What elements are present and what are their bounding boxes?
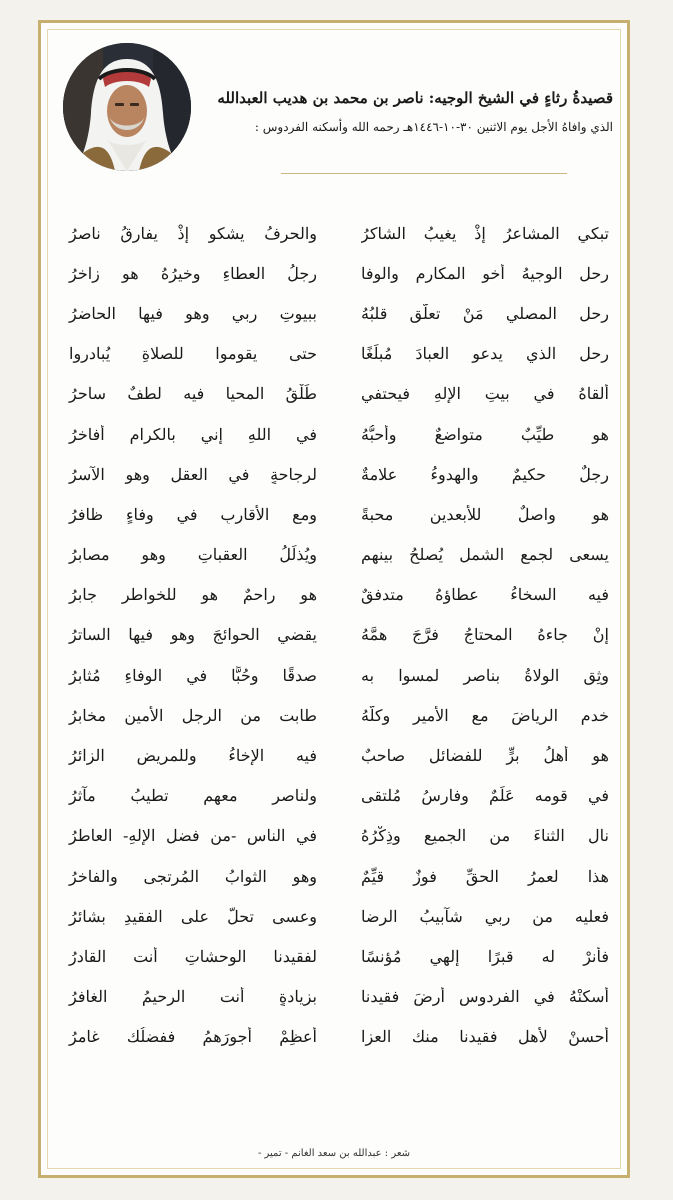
verse-second-hemistich: والحرفُ يشكو إذْ يفارقُ ناصرُ (69, 223, 317, 243)
verse-first-hemistich: في قومه عَلَمٌ وفارسُ مُلتقى (361, 786, 609, 806)
verse-second-hemistich: ويُذلِّلُ العقباتِ وهو مصابرُ (69, 545, 317, 565)
verse-first-hemistich: فعليه من ربي شآبيبُ الرضا (361, 906, 609, 926)
verse-second-hemistich: طابت من الرجلِ الأمينِ مخابرُ (69, 705, 317, 725)
verse (65, 374, 613, 414)
poem-subtitle: الذي وافاهُ الأجل يوم الاثنين ٣٠-١٠-١٤٤٦هـ رحمه الله وأسكنه الفردوس : (254, 119, 613, 134)
verse (65, 1017, 613, 1057)
verse (65, 414, 613, 454)
verse-second-hemistich: ببيوتِ ربي وهو فيها الحاضرُ (69, 303, 317, 323)
verse-second-hemistich: فيه الإخاءُ وللمريضِ الزائرُ (69, 746, 317, 766)
poem-card (38, 20, 630, 1178)
verse (65, 776, 613, 816)
verse (65, 494, 613, 534)
verse (65, 213, 613, 253)
verse (65, 896, 613, 936)
portrait-photo (63, 43, 191, 171)
verse-first-hemistich: يسعى لجمعِ الشملِ يُصلحُ بينهم (361, 545, 609, 565)
verse (65, 253, 613, 293)
verse (65, 695, 613, 735)
verse-first-hemistich: رحل الوجيهُ أخو المكارمِ والوفا (361, 263, 609, 283)
verse-first-hemistich: نال الثناءَ من الجميعِ وذِكْرُهُ (361, 826, 609, 846)
verse-first-hemistich: رجلٌ حكيمٌ والهدوءُ علامةٌ (361, 464, 609, 484)
verse (65, 535, 613, 575)
verse-first-hemistich: هو أهلُ برٍّ للفضائلِ صاحبٌ (361, 746, 609, 766)
verse-second-hemistich: هو راحمٌ هو للخواطرِ جابرُ (69, 585, 317, 605)
poem-title: قصيدةُ رثاءٍ في الشيخ الوجيه: ناصر بن محمد بن هديب العبدالله (217, 89, 613, 107)
verse-first-hemistich: أحسنْ لأهلِ فقيدنا منك العزا (361, 1027, 609, 1047)
verse-first-hemistich: هو واصلٌ للأبعدين محبةً (361, 504, 609, 524)
verse-second-hemistich: في الناسِ -من فضلِ الإلهِ- العاطرُ (69, 826, 317, 846)
verse-second-hemistich: لرجاحةٍ في العقلِ وهو الآسرُ (69, 464, 317, 484)
verse-second-hemistich: وعسى تحلُّ على الفقيدِ بشائرُ (69, 906, 317, 926)
verse-second-hemistich: طَلْقُ المحيا فيه لطفٌ ساحرُ (69, 384, 317, 404)
verse-second-hemistich: ولناصرٍ معهم تطيبُ مآثرُ (69, 786, 317, 806)
header-divider (281, 173, 567, 174)
verse-second-hemistich: في اللهِ إني بالكرامِ أُفاخرُ (69, 424, 317, 444)
verse-second-hemistich: يقضي الحوائجَ وهو فيها الساترُ (69, 625, 317, 645)
verse-second-hemistich: ومع الأقاربِ في وفاءٍ ظافرُ (69, 504, 317, 524)
verse (65, 856, 613, 896)
verse-first-hemistich: هذا لعمرُ الحقِّ فوزٌ قيِّمٌ (361, 866, 609, 886)
verse-second-hemistich: حتى يقوموا للصلاةِ يُبادروا (69, 344, 317, 364)
verse (65, 454, 613, 494)
verse (65, 293, 613, 333)
verse (65, 977, 613, 1017)
verse-second-hemistich: وهو الثوابُ المُرتجى والفاخرُ (69, 866, 317, 886)
verse (65, 816, 613, 856)
poet-credit: شعر : عبدالله بن سعد الغانم - تمير - (257, 1148, 411, 1159)
verse-first-hemistich: فأنرْ له قبرًا إلهي مُؤنسًا (361, 946, 609, 966)
poem-body (65, 213, 613, 1057)
verse-first-hemistich: وثِق الولاةُ بناصرٍ لمسوا به (361, 665, 609, 685)
verse-first-hemistich: ألقاهُ في بيتِ الإلهِ فيحتفي (361, 384, 609, 404)
verse (65, 334, 613, 374)
verse-first-hemistich: إنْ جاءهُ المحتاجُ فرَّجَ همَّهُ (361, 625, 609, 645)
verse-second-hemistich: رجلُ العطاءِ وخيرُهُ هو زاخرُ (69, 263, 317, 283)
verse-second-hemistich: بزيادةٍ أنت الرحيمُ الغافرُ (69, 987, 317, 1007)
verse-first-hemistich: رحل المصلي مَنْ تعلّق قلبُهُ (361, 303, 609, 323)
header (211, 89, 613, 135)
portrait-illustration (63, 43, 191, 171)
verse-first-hemistich: فيه السخاءُ عطاؤهُ متدفقٌ (361, 585, 609, 605)
verse-first-hemistich: هو طيِّبٌ متواضعٌ وأُحبُّهُ (361, 424, 609, 444)
verse-second-hemistich: لفقيدنا الوحشاتِ أنت القادرُ (69, 946, 317, 966)
verse-first-hemistich: تبكي المشاعرُ إذْ يغيبُ الشاكرُ (361, 223, 609, 243)
verse (65, 575, 613, 615)
verse-first-hemistich: أسكنْهُ في الفردوسِ أرضَ فقيدنا (361, 987, 609, 1007)
verse (65, 735, 613, 775)
verse-second-hemistich: أعظِمْ أجورَهمُ ففضلُك غامرُ (69, 1027, 317, 1047)
verse-second-hemistich: صدقًا وحُبًّا في الوفاءِ مُثابرُ (69, 665, 317, 685)
verse-first-hemistich: رحل الذي يدعو العبادَ مُبلِّغًا (361, 344, 609, 364)
verse-first-hemistich: خدم الرياضَ مع الأميرِ وكلُّهُ (361, 705, 609, 725)
verse (65, 615, 613, 655)
verse (65, 655, 613, 695)
verse (65, 936, 613, 976)
